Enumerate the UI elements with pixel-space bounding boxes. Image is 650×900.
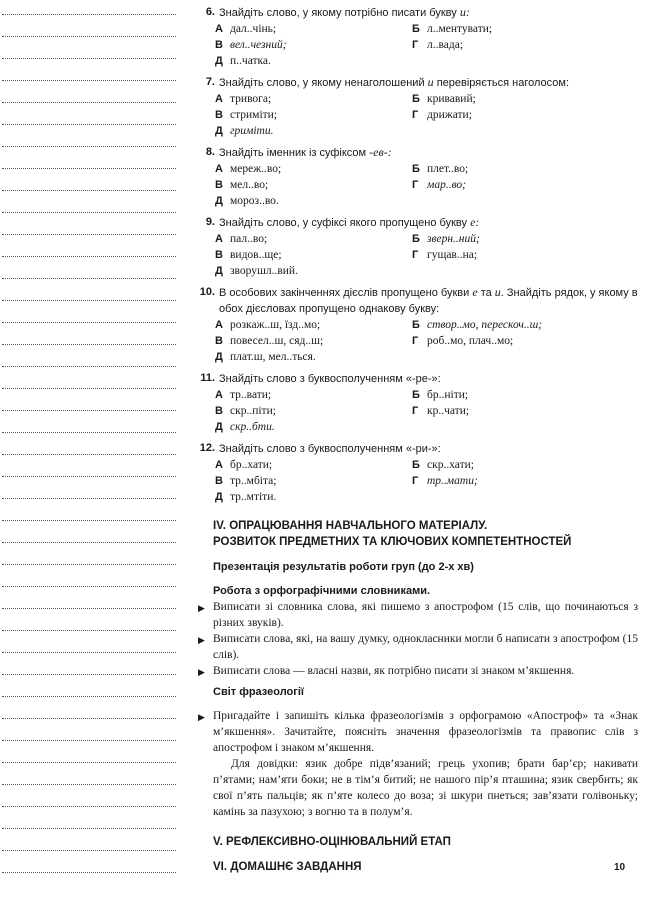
presentation-heading: Презентація результатів роботи груп (до 2-х хв) xyxy=(213,561,474,573)
note-line xyxy=(2,256,176,257)
option-text: дал..чінь; xyxy=(230,23,277,35)
note-line xyxy=(2,278,176,279)
answer-option xyxy=(215,53,412,69)
answer-option xyxy=(215,91,412,107)
option-letter: Д xyxy=(215,491,223,503)
reference-paragraph: Для довідки: язик добре підв’язаний; грець ухопив; брати бар’єр; накивати п’ятами; нам’яти боки; не в тім’я битий; не нашого пір’я пташина; язик свербить; як свої п’ять пальців; як п’яте колесо до воза; зі шкури пнеться; зав’язати голівоньку; камінь за пазухою; з вогню та в полум’я. xyxy=(213,758,638,818)
option-text: бр..ніти; xyxy=(427,389,469,401)
option-letter: Б xyxy=(412,93,420,105)
question-header xyxy=(198,144,638,161)
option-letter: А xyxy=(215,163,223,175)
question-text: Знайдіть іменник із суфіксом -ев-: xyxy=(219,145,392,159)
answer-option xyxy=(412,91,638,107)
answer-options xyxy=(198,231,638,279)
phraseology-heading: Світ фразеології xyxy=(213,686,304,698)
answer-option xyxy=(412,317,638,333)
option-letter: А xyxy=(215,459,223,471)
note-line xyxy=(2,872,176,873)
option-text: скр..бти. xyxy=(230,421,275,433)
option-letter: В xyxy=(215,405,223,417)
answer-option xyxy=(215,419,412,435)
option-text: п..чатка. xyxy=(230,55,271,67)
option-text: зверн..ний; xyxy=(427,233,480,245)
option-letter: А xyxy=(215,23,223,35)
answer-option xyxy=(412,403,638,419)
option-letter: Д xyxy=(215,125,223,137)
note-line xyxy=(2,212,176,213)
option-text: зворушл..вий. xyxy=(230,265,298,277)
option-letter: А xyxy=(215,319,223,331)
answer-option xyxy=(215,387,412,403)
section-vi-title: VI. ДОМАШНЄ ЗАВДАННЯ xyxy=(213,861,362,873)
note-line xyxy=(2,366,176,367)
option-text: гущав..на; xyxy=(427,249,478,261)
note-line xyxy=(2,828,176,829)
answer-option xyxy=(215,473,412,489)
note-line xyxy=(2,146,176,147)
option-text: тривога; xyxy=(230,93,272,105)
note-line xyxy=(2,520,176,521)
answer-option xyxy=(215,123,412,139)
answer-option xyxy=(412,333,638,349)
option-text: повесел..ш, сяд..ш; xyxy=(230,335,324,347)
answer-option xyxy=(215,349,412,365)
bullet-arrow-icon: ▶ xyxy=(198,667,205,677)
option-letter: Д xyxy=(215,351,223,363)
answer-option xyxy=(215,489,412,505)
option-letter: Г xyxy=(412,39,419,51)
option-letter: Г xyxy=(412,335,419,347)
answer-option xyxy=(412,473,638,489)
answer-options xyxy=(198,91,638,139)
option-text: створ..мо, перескоч..ш; xyxy=(427,319,543,331)
question-block xyxy=(198,214,638,279)
note-line xyxy=(2,80,176,81)
answer-option xyxy=(215,193,412,209)
task-item: ▶ Виписати слова — власні назви, як потрібно писати зі знаком м’якшення. xyxy=(198,663,638,680)
note-line xyxy=(2,564,176,565)
bullet-arrow-icon: ▶ xyxy=(198,603,205,613)
option-text: тр..мати; xyxy=(427,475,478,487)
note-line xyxy=(2,806,176,807)
note-line xyxy=(2,102,176,103)
option-letter: Г xyxy=(412,405,419,417)
question-text: Знайдіть слово, у суфіксі якого пропущено букву е: xyxy=(219,215,480,229)
option-letter: Б xyxy=(412,23,420,35)
option-text: л..ментувати; xyxy=(427,23,493,35)
option-letter: В xyxy=(215,475,223,487)
option-letter: Д xyxy=(215,265,223,277)
question-number: 7. xyxy=(205,76,215,88)
note-line xyxy=(2,14,176,15)
option-letter: Г xyxy=(412,109,419,121)
note-line xyxy=(2,300,176,301)
option-text: плат.ш, мел..ться. xyxy=(230,351,316,363)
note-line xyxy=(2,124,176,125)
question-list xyxy=(198,4,638,505)
question-text: Знайдіть слово з буквосполученням «-ри-»: xyxy=(219,443,441,455)
question-header xyxy=(198,440,638,457)
option-text: кривавий; xyxy=(427,93,476,105)
answer-option xyxy=(215,21,412,37)
answer-option xyxy=(412,37,638,53)
answer-options xyxy=(198,161,638,209)
option-letter: А xyxy=(215,93,223,105)
option-text: тр..мбіта; xyxy=(230,475,277,487)
question-header xyxy=(198,214,638,231)
option-letter: Д xyxy=(215,195,223,207)
answer-option xyxy=(215,457,412,473)
question-block xyxy=(198,440,638,505)
note-line xyxy=(2,410,176,411)
answer-option xyxy=(215,161,412,177)
option-letter: Б xyxy=(412,389,420,401)
question-number: 6. xyxy=(205,6,215,18)
answer-option xyxy=(215,231,412,247)
note-line xyxy=(2,344,176,345)
note-line xyxy=(2,784,176,785)
answer-option xyxy=(412,457,638,473)
option-letter: Д xyxy=(215,55,223,67)
question-block xyxy=(198,144,638,209)
option-text: гриміти. xyxy=(230,125,274,137)
note-line xyxy=(2,168,176,169)
option-letter: А xyxy=(215,233,223,245)
note-line xyxy=(2,586,176,587)
option-text: скр..піти; xyxy=(230,405,276,417)
question-number: 10. xyxy=(199,286,215,298)
note-line xyxy=(2,850,176,851)
answer-option xyxy=(215,317,412,333)
note-line xyxy=(2,234,176,235)
main-content xyxy=(198,4,638,875)
option-letter: В xyxy=(215,179,223,191)
notes-margin xyxy=(0,0,178,900)
option-letter: Г xyxy=(412,179,419,191)
option-text: мар..во; xyxy=(427,179,467,191)
option-letter: В xyxy=(215,39,223,51)
answer-option xyxy=(215,177,412,193)
question-block xyxy=(198,74,638,139)
note-line xyxy=(2,740,176,741)
bullet-arrow-icon: ▶ xyxy=(198,635,205,645)
option-letter: Г xyxy=(412,475,419,487)
task-item: ▶ Виписати зі словника слова, які пишемо з апострофом (15 слів, що починаються з різних звуків). xyxy=(198,601,638,629)
option-text: плет..во; xyxy=(427,163,469,175)
answer-options xyxy=(198,317,638,365)
note-line xyxy=(2,36,176,37)
option-letter: Б xyxy=(412,319,420,331)
question-header xyxy=(198,4,638,21)
note-line xyxy=(2,718,176,719)
question-block xyxy=(198,4,638,69)
answer-option xyxy=(412,107,638,123)
option-text: л..вада; xyxy=(427,39,464,51)
question-text: В особових закінченнях дієслів пропущено букви е та и. Знайдіть рядок, у якому в обох дієсловах пропущено однакову букву: xyxy=(219,285,638,315)
answer-option xyxy=(412,177,638,193)
question-number: 8. xyxy=(205,146,215,158)
question-block xyxy=(198,284,638,365)
question-number: 12. xyxy=(199,442,215,454)
note-line xyxy=(2,542,176,543)
note-line xyxy=(2,454,176,455)
option-text: скр..хати; xyxy=(427,459,474,471)
answer-options xyxy=(198,21,638,69)
answer-option xyxy=(412,231,638,247)
question-text: Знайдіть слово, у якому потрібно писати букву и: xyxy=(219,5,470,19)
answer-option xyxy=(215,107,412,123)
option-text: роб..мо, плач..мо; xyxy=(427,335,514,347)
note-line xyxy=(2,190,176,191)
section-iv-subtitle: РОЗВИТОК ПРЕДМЕТНИХ ТА КЛЮЧОВИХ КОМПЕТЕНТНОСТЕЙ xyxy=(213,536,572,548)
answer-option xyxy=(412,161,638,177)
option-letter: В xyxy=(215,335,223,347)
option-text: мороз..во. xyxy=(230,195,279,207)
question-number: 11. xyxy=(200,372,215,384)
note-line xyxy=(2,476,176,477)
option-text: пал..во; xyxy=(230,233,268,245)
option-letter: В xyxy=(215,109,223,121)
option-letter: Г xyxy=(412,249,419,261)
answer-option xyxy=(412,21,638,37)
section-v-title: V. РЕФЛЕКСИВНО-ОЦІНЮВАЛЬНИЙ ЕТАП xyxy=(213,836,451,848)
option-text: видов..ще; xyxy=(230,249,282,261)
note-line xyxy=(2,630,176,631)
option-letter: А xyxy=(215,389,223,401)
question-header xyxy=(198,370,638,387)
answer-option xyxy=(215,37,412,53)
answer-option xyxy=(215,403,412,419)
section-iv-title: IV. ОПРАЦЮВАННЯ НАВЧАЛЬНОГО МАТЕРІАЛУ. xyxy=(213,520,488,532)
answer-option xyxy=(215,263,412,279)
option-text: розкаж..ш, їзд..мо; xyxy=(230,319,321,331)
option-text: кр..чати; xyxy=(427,405,470,417)
option-text: тр..мтіти. xyxy=(230,491,277,503)
question-text: Знайдіть слово, у якому ненаголошений и перевіряється наголосом: xyxy=(219,75,569,89)
note-line xyxy=(2,58,176,59)
answer-options xyxy=(198,387,638,435)
note-line xyxy=(2,432,176,433)
option-text: мел..во; xyxy=(230,179,269,191)
answer-option xyxy=(215,247,412,263)
question-header xyxy=(198,284,638,317)
note-line xyxy=(2,762,176,763)
option-text: мереж..во; xyxy=(230,163,282,175)
option-text: вел..чезний; xyxy=(230,39,287,51)
question-text: Знайдіть слово з буквосполученням «-ре-»: xyxy=(219,373,441,385)
note-line xyxy=(2,322,176,323)
page-number: 10 xyxy=(614,862,626,873)
option-text: тр..вати; xyxy=(230,389,272,401)
note-line xyxy=(2,674,176,675)
dictionary-work-heading: Робота з орфографічними словниками. xyxy=(213,585,431,597)
note-line xyxy=(2,608,176,609)
option-letter: Б xyxy=(412,459,420,471)
note-line xyxy=(2,388,176,389)
option-text: бр..хати; xyxy=(230,459,273,471)
note-line xyxy=(2,696,176,697)
question-number: 9. xyxy=(205,216,215,228)
answer-options xyxy=(198,457,638,505)
answer-option xyxy=(412,247,638,263)
option-text: дрижати; xyxy=(427,109,472,121)
option-text: стриміти; xyxy=(230,109,278,121)
question-header xyxy=(198,74,638,91)
note-line xyxy=(2,652,176,653)
bullet-arrow-icon: ▶ xyxy=(198,712,205,722)
question-block xyxy=(198,370,638,435)
option-letter: В xyxy=(215,249,223,261)
note-line xyxy=(2,498,176,499)
task-item: ▶ Виписати слова, які, на вашу думку, однокласники могли б написати з апострофом (15 слів). xyxy=(198,633,638,661)
answer-option xyxy=(215,333,412,349)
phraseology-task: ▶ Пригадайте і запишіть кілька фразеологізмів з орфограмою «Апостроф» та «Знак м’якшення». Зачитайте, поясніть значення фразеологізмів та правопис слів з апострофом і знаком м’якшення. xyxy=(198,710,638,754)
answer-option xyxy=(412,387,638,403)
option-letter: Д xyxy=(215,421,223,433)
option-letter: Б xyxy=(412,233,420,245)
option-letter: Б xyxy=(412,163,420,175)
